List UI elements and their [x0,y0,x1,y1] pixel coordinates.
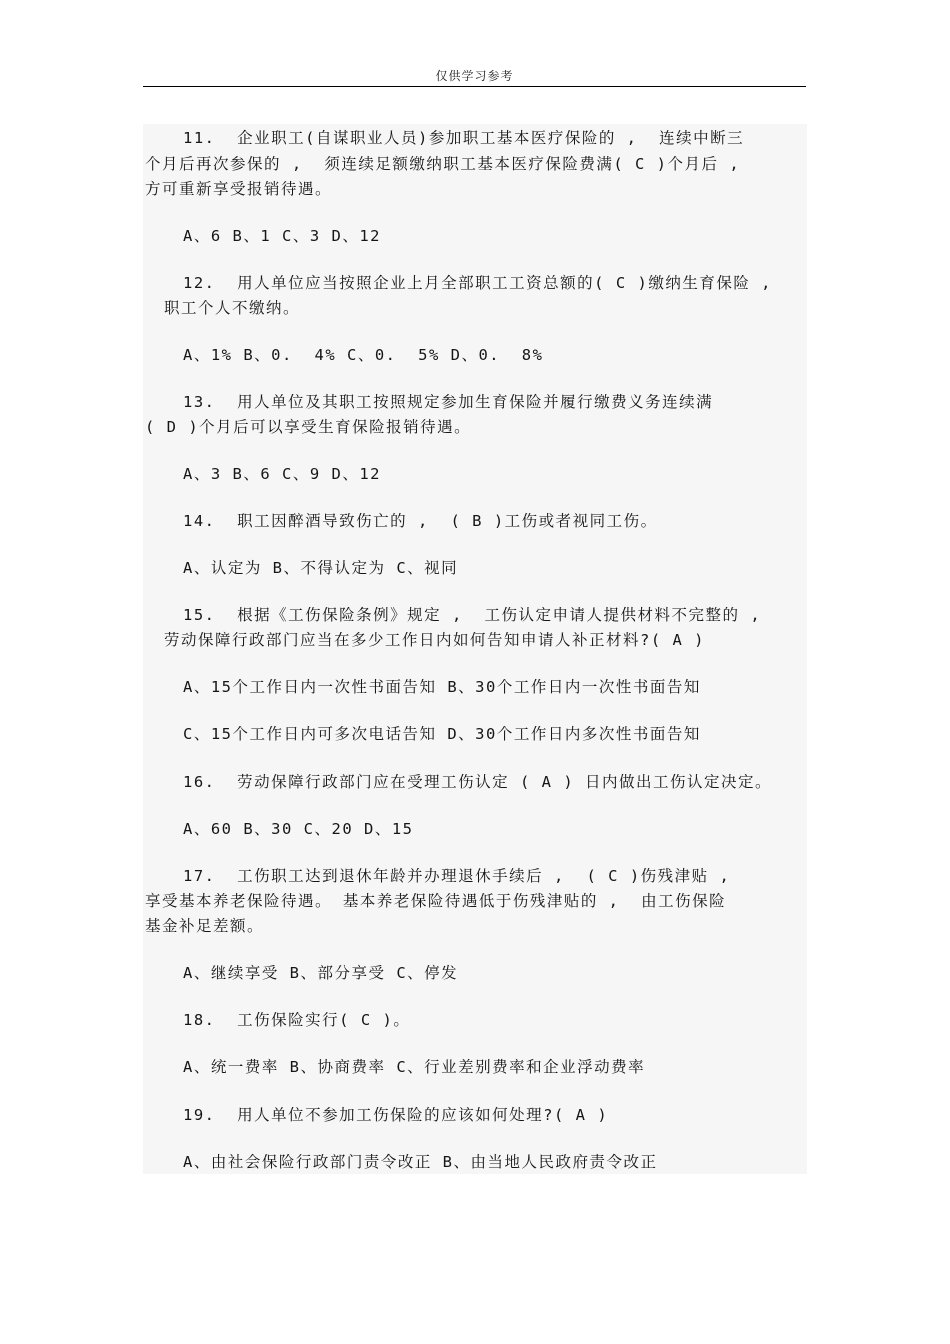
q14-line-1: 14. 职工因醉酒导致伤亡的 , ( B )工伤或者视同工伤。 [183,512,658,530]
q13-options: A、3 B、6 C、9 D、12 [183,465,381,483]
q12-line-2: 职工个人不缴纳。 [164,299,301,317]
header-text: 仅供学习参考 [435,69,514,83]
q11-options: A、6 B、1 C、3 D、12 [183,227,381,245]
q17-line-2: 享受基本养老保险待遇。 基本养老保险待遇低于伤残津贴的 , 由工伤保险 [145,892,727,910]
q13-line-2: ( D )个月后可以享受生育保险报销待遇。 [145,418,472,436]
q18-line-1: 18. 工伤保险实行( C )。 [183,1011,411,1029]
q15-line-2: 劳动保障行政部门应当在多少工作日内如何告知申请人补正材料?( A ) [164,631,705,649]
q16-line-1: 16. 劳动保障行政部门应在受理工伤认定 ( A ) 日内做出工伤认定决定。 [183,773,772,791]
q11-line-2: 个月后再次参保的 , 须连续足额缴纳职工基本医疗保险费满( C )个月后 , [145,155,741,173]
document-body [143,124,807,1174]
q14-options: A、认定为 B、不得认定为 C、视同 [183,559,459,577]
q12-line-1: 12. 用人单位应当按照企业上月全部职工工资总额的( C )缴纳生育保险 , [183,274,772,292]
q13-line-1: 13. 用人单位及其职工按照规定参加生育保险并履行缴费义务连续满 [183,393,714,411]
page-header [143,66,806,87]
q11-line-1: 11. 企业职工(自谋职业人员)参加职工基本医疗保险的 , 连续中断三 [183,129,745,147]
q12-options: A、1% B、0. 4% C、0. 5% D、0. 8% [183,346,544,364]
q17-line-3: 基金补足差额。 [145,917,265,935]
q15-options-1: A、15个工作日内一次性书面告知 B、30个工作日内一次性书面告知 [183,678,701,696]
q19-line-1: 19. 用人单位不参加工伤保险的应该如何处理?( A ) [183,1106,609,1124]
q15-options-2: C、15个工作日内可多次电话告知 D、30个工作日内多次性书面告知 [183,725,701,743]
q11-line-3: 方可重新享受报销待遇。 [145,180,333,198]
q17-line-1: 17. 工伤职工达到退休年龄并办理退休手续后 , ( C )伤残津贴 , [183,867,731,885]
q15-line-1: 15. 根据《工伤保险条例》规定 , 工伤认定申请人提供材料不完整的 , [183,606,762,624]
q16-options: A、60 B、30 C、20 D、15 [183,820,414,838]
q18-options: A、统一费率 B、协商费率 C、行业差别费率和企业浮动费率 [183,1058,646,1076]
q19-options: A、由社会保险行政部门责令改正 B、由当地人民政府责令改正 [183,1153,658,1171]
q17-options: A、继续享受 B、部分享受 C、停发 [183,964,459,982]
